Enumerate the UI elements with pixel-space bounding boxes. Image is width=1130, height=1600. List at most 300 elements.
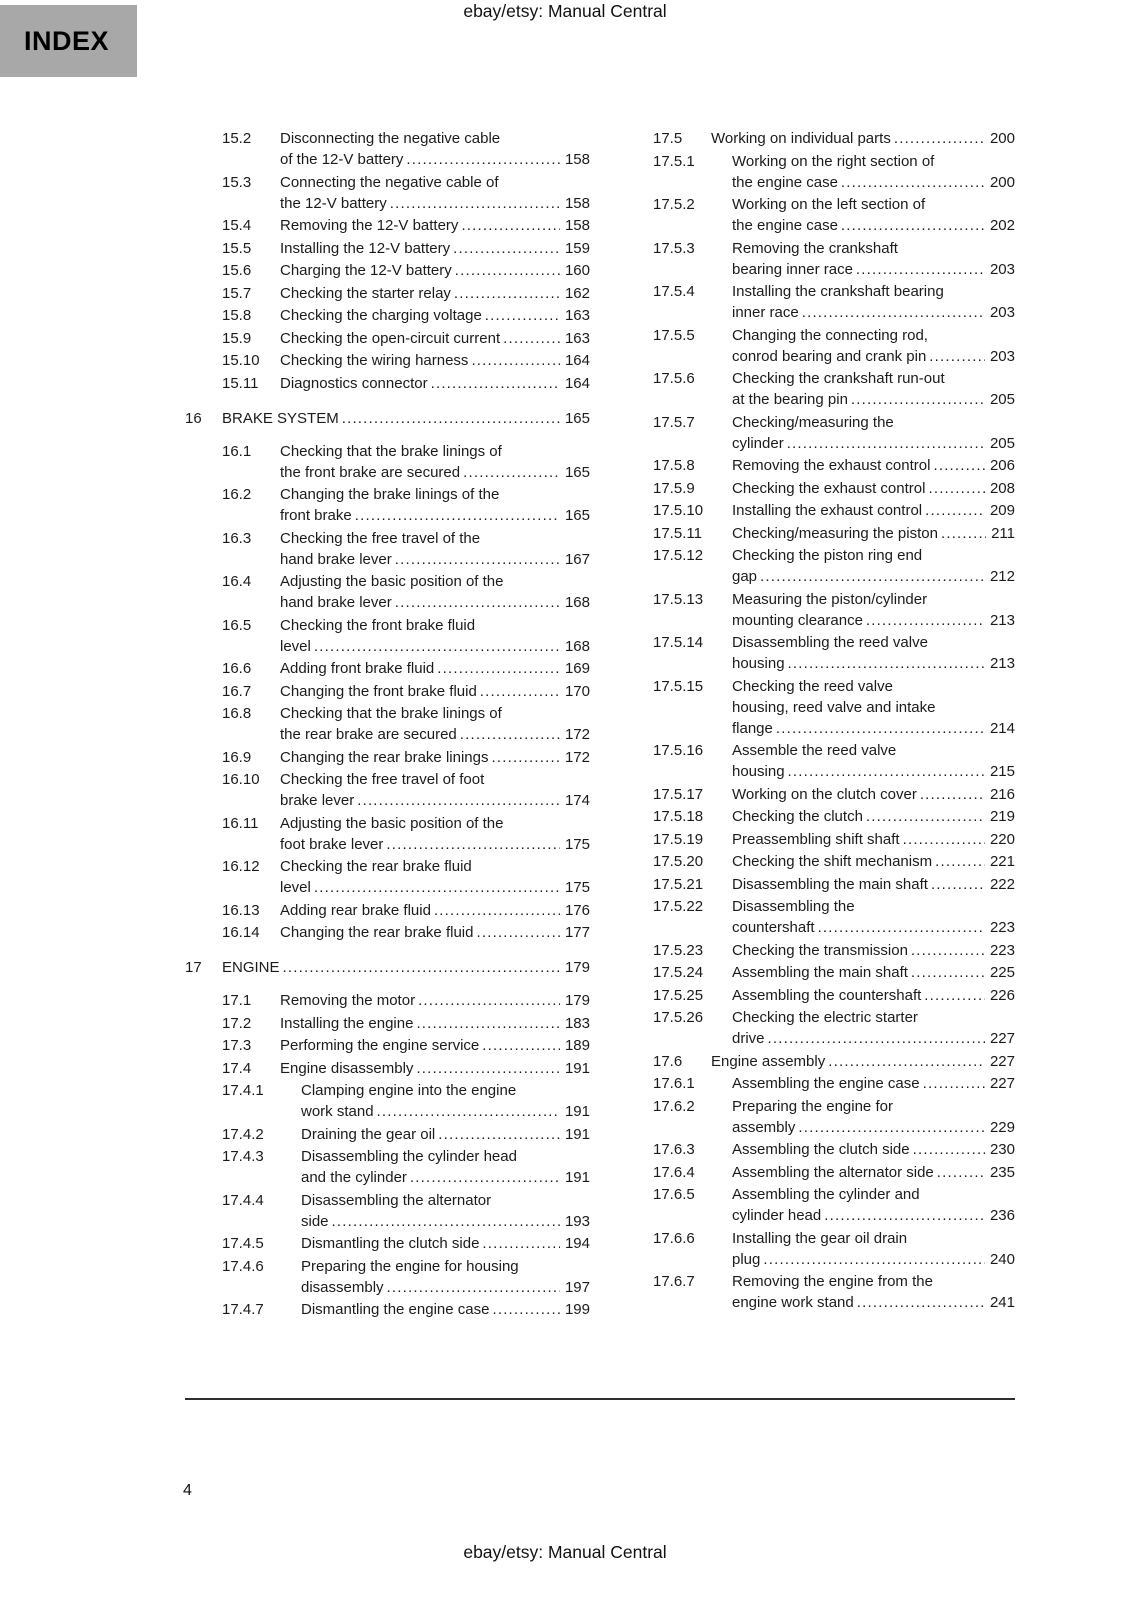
dot-leader <box>342 408 560 429</box>
toc-entry-number: 15.2 <box>222 130 252 147</box>
toc-entry-line-text: Dismantling the engine case <box>301 1301 490 1318</box>
toc-entry-title <box>222 238 590 259</box>
toc-entry-number: 17.4.1 <box>222 1082 264 1099</box>
toc-entry-number: 17.5.16 <box>653 742 704 759</box>
toc-entry-title <box>222 528 590 570</box>
toc-entry-page: 159 <box>564 239 590 257</box>
toc-entry-number: 17.5.5 <box>653 326 695 344</box>
toc-entry-page: 240 <box>989 1250 1015 1268</box>
dot-leader <box>386 834 560 855</box>
toc-entry-page: 197 <box>564 1278 590 1296</box>
dot-leader <box>818 917 985 938</box>
dot-leader <box>913 1139 985 1160</box>
toc-entry <box>222 681 590 702</box>
toc-entry-line: Disassembling the cylinder head <box>301 1148 517 1165</box>
toc-entry-line: Working on the left section of <box>732 196 926 213</box>
toc-entry-page: 164 <box>564 352 590 369</box>
toc-entry-line <box>732 874 1015 895</box>
toc-entry-page: 164 <box>564 374 590 392</box>
toc-entry-line-text: Removing the motor <box>280 992 416 1009</box>
dot-leader <box>866 610 985 631</box>
toc-entry-number: 17.5.26 <box>653 1009 704 1026</box>
toc-entry <box>653 962 1015 983</box>
dot-leader <box>390 193 560 214</box>
dot-leader <box>395 549 560 570</box>
toc-entry-line-text: at the bearing pin <box>732 391 848 408</box>
toc-entry-line: Adjusting the basic position of the <box>280 814 504 832</box>
toc-entry <box>222 1013 590 1034</box>
toc-entry-title <box>222 856 590 898</box>
toc-entry-line <box>280 149 590 170</box>
toc-entry-title <box>185 408 590 429</box>
toc-entry-number: 17.5.17 <box>653 785 704 803</box>
toc-entry <box>222 1256 590 1298</box>
toc-entry-title <box>653 455 1015 476</box>
toc-entry-title <box>222 1124 590 1145</box>
toc-entry-line-text: Engine assembly <box>711 1052 826 1070</box>
toc-entry-title <box>222 703 590 745</box>
toc-entry <box>653 1007 1015 1049</box>
toc-entry-number: 15.9 <box>222 329 252 347</box>
toc-entry-line <box>280 1058 590 1079</box>
toc-entry-title <box>653 1096 1015 1138</box>
toc-entry-line-text: Draining the gear oil <box>301 1125 436 1143</box>
toc-entry-line <box>732 1292 1015 1313</box>
toc-entry-title <box>653 740 1015 782</box>
toc-entry-line-text: Changing the rear brake linings <box>280 748 489 766</box>
toc-entry-line-text: Adding front brake fluid <box>280 660 435 677</box>
dot-leader <box>463 462 560 483</box>
toc-entry-number: 17.3 <box>222 1037 252 1054</box>
toc-chapter-entry <box>185 408 590 429</box>
toc-entry-page: 168 <box>564 637 590 655</box>
toc-entry-number: 17.5.7 <box>653 413 695 431</box>
toc-entry-number: 16.6 <box>222 660 252 677</box>
dot-leader <box>480 681 560 702</box>
toc-entry-line-text: Engine disassembly <box>280 1059 414 1077</box>
toc-entry-line <box>280 922 590 943</box>
toc-entry-number: 17.5.8 <box>653 457 695 474</box>
toc-entry <box>222 615 590 657</box>
toc-entry-number: 17.6.4 <box>653 1163 695 1181</box>
toc-entry-line: housing, reed valve and intake <box>732 698 936 716</box>
toc-entry-line-text: brake lever <box>280 792 355 809</box>
toc-entry-number: 17.4 <box>222 1059 252 1077</box>
toc-entry-title <box>222 1013 590 1034</box>
toc-entry <box>222 747 590 768</box>
toc-entry-title <box>222 484 590 526</box>
toc-entry-title <box>653 1139 1015 1160</box>
toc-entry-line-text: Checking/measuring the piston <box>732 524 938 542</box>
toc-entry <box>653 545 1015 587</box>
toc-entry-line <box>280 658 590 679</box>
toc-entry-title <box>222 215 590 236</box>
toc-entry-line <box>301 1101 590 1122</box>
toc-entry-page: 219 <box>989 808 1015 825</box>
toc-entry <box>653 1051 1015 1072</box>
dot-leader <box>283 957 560 978</box>
toc-entry-title <box>222 350 590 371</box>
toc-entry-line-text: Working on individual parts <box>711 130 891 147</box>
dot-leader <box>911 940 985 961</box>
dot-leader <box>461 215 560 236</box>
toc-entry-title <box>222 328 590 349</box>
dot-leader <box>491 747 560 768</box>
toc-entry-line-text: Installing the engine <box>280 1014 414 1032</box>
toc-entry-page: 205 <box>989 391 1015 408</box>
toc-entry-number: 17.5.2 <box>653 196 695 213</box>
toc-entry-line <box>732 215 1015 236</box>
toc-entry-title <box>653 589 1015 631</box>
toc-entry-number: 16.11 <box>222 814 259 832</box>
toc-entry-line <box>732 1139 1015 1160</box>
toc-entry-title <box>222 658 590 679</box>
toc-entry-line: Checking that the brake linings of <box>280 705 502 722</box>
toc-entry-line <box>732 500 1015 521</box>
toc-entry-line <box>280 238 590 259</box>
toc-entry-title <box>222 990 590 1011</box>
toc-entry-line: Adjusting the basic position of the <box>280 573 504 590</box>
toc-entry-title <box>222 1256 590 1298</box>
toc-entry <box>222 813 590 855</box>
toc-entry-line <box>732 1205 1015 1226</box>
toc-entry-page: 175 <box>564 879 590 896</box>
toc-entry <box>222 1146 590 1188</box>
dot-leader <box>937 1162 985 1183</box>
dot-leader <box>903 829 985 850</box>
toc-entry-page: 211 <box>991 524 1015 542</box>
toc-entry-number: 15.8 <box>222 307 252 324</box>
toc-entry-page: 168 <box>564 594 590 611</box>
toc-entry-line <box>732 172 1015 193</box>
toc-entry <box>653 676 1015 739</box>
toc-entry-page: 236 <box>989 1207 1015 1224</box>
toc-entry-page: 200 <box>989 130 1015 147</box>
toc-entry-title <box>222 681 590 702</box>
toc-entry-number: 16.2 <box>222 486 252 503</box>
toc-entry-page: 175 <box>564 835 590 853</box>
toc-entry-title <box>653 676 1015 739</box>
dot-leader <box>828 1051 985 1072</box>
toc-entry-line <box>732 478 1015 499</box>
toc-entry-line <box>301 1124 590 1145</box>
toc-entry <box>653 412 1015 454</box>
toc-entry-page: 213 <box>989 611 1015 629</box>
toc-entry-page: 222 <box>989 875 1015 893</box>
dot-leader <box>438 1124 560 1145</box>
toc-entry-line-text: countershaft <box>732 919 815 936</box>
toc-entry-number: 17.4.2 <box>222 1125 264 1143</box>
toc-entry-page: 191 <box>564 1125 590 1143</box>
toc-entry <box>222 373 590 394</box>
toc-entry-line: Checking the rear brake fluid <box>280 858 472 875</box>
dot-leader <box>434 900 560 921</box>
toc-entry-line: Preparing the engine for housing <box>301 1257 519 1275</box>
toc-entry <box>222 283 590 304</box>
toc-entry-line <box>732 433 1015 454</box>
toc-entry-number: 17.5.13 <box>653 590 704 608</box>
toc-entry-line-text: side <box>301 1212 329 1230</box>
toc-entry-line-text: Checking the exhaust control <box>732 479 926 497</box>
toc-entry <box>653 851 1015 872</box>
dot-leader <box>924 985 985 1006</box>
toc-entry-line-text: level <box>280 637 311 655</box>
toc-entry-number: 17.5.12 <box>653 547 704 564</box>
toc-entry-number: 17.5.14 <box>653 634 704 651</box>
toc-entry-title <box>653 1051 1015 1072</box>
toc-entry-title <box>653 151 1015 193</box>
toc-entry-number: 17.4.4 <box>222 1191 264 1209</box>
dot-leader <box>841 172 985 193</box>
toc-entry <box>653 874 1015 895</box>
toc-entry-line-text: engine work stand <box>732 1294 854 1311</box>
toc-entry-line-text: drive <box>732 1030 765 1047</box>
toc-entry-line-text: Changing the rear brake fluid <box>280 924 474 941</box>
toc-entry-number: 17.5.22 <box>653 898 704 915</box>
toc-entry-line <box>732 917 1015 938</box>
toc-entry-number: 16.5 <box>222 616 252 634</box>
toc-entry-page: 183 <box>564 1014 590 1032</box>
dot-leader <box>476 922 560 943</box>
toc-entry-page: 208 <box>989 479 1015 497</box>
toc-entry-page: 165 <box>564 409 590 427</box>
toc-entry-line-text: housing <box>732 763 785 780</box>
toc-entry-page: 203 <box>989 347 1015 365</box>
toc-entry-line-text: Installing the 12-V battery <box>280 239 451 257</box>
toc-entry-line <box>280 462 590 483</box>
toc-entry <box>222 571 590 613</box>
toc-entry-page: 200 <box>989 173 1015 191</box>
toc-entry-page: 230 <box>989 1141 1015 1158</box>
toc-entry-line <box>732 302 1015 323</box>
toc-entry-number: 15.11 <box>222 374 259 392</box>
toc-entry-title <box>222 172 590 214</box>
dot-leader <box>894 128 985 149</box>
toc-entry-line-text: plug <box>732 1250 761 1268</box>
toc-entry-page: 191 <box>564 1059 590 1077</box>
toc-entry-line <box>301 1167 590 1188</box>
toc-entry-line <box>732 940 1015 961</box>
toc-entry-line <box>280 350 590 371</box>
dot-leader <box>923 1073 985 1094</box>
toc-entry-title <box>222 615 590 657</box>
toc-entry-line <box>732 523 1015 544</box>
toc-entry-line <box>280 747 590 768</box>
toc-entry-page: 158 <box>564 151 590 168</box>
toc-entry <box>653 128 1015 149</box>
toc-entry-number: 17.6.7 <box>653 1273 695 1290</box>
dot-leader <box>406 149 560 170</box>
toc-entry-line-text: bearing inner race <box>732 260 853 278</box>
toc-entry-number: 15.5 <box>222 239 252 257</box>
toc-entry-line-text: of the 12-V battery <box>280 151 404 168</box>
toc-entry-number: 17.5.9 <box>653 479 695 497</box>
toc-entry-title <box>653 1073 1015 1094</box>
toc-entry-line: Changing the connecting rod, <box>732 326 928 344</box>
toc-entry-page: 174 <box>564 792 590 809</box>
toc-entry-line: Checking the reed valve <box>732 677 893 695</box>
toc-entry <box>222 1233 590 1254</box>
toc-entry-number: 15.10 <box>222 352 260 369</box>
toc-entry-title <box>653 238 1015 280</box>
toc-entry-page: 235 <box>989 1163 1015 1181</box>
page-number: 4 <box>183 1482 192 1499</box>
toc-entry-line-text: the front brake are secured <box>280 463 461 481</box>
toc-entry-line: Changing the brake linings of the <box>280 486 500 503</box>
toc-entry-title <box>653 851 1015 872</box>
dot-leader <box>418 990 560 1011</box>
toc-entry <box>222 128 590 170</box>
toc-entry-number: 16.7 <box>222 682 252 700</box>
toc-entry-line-text: Performing the engine service <box>280 1037 480 1054</box>
toc-entry-line: Checking the free travel of foot <box>280 771 485 788</box>
toc-entry-line <box>732 806 1015 827</box>
toc-entry-line-text: Working on the clutch cover <box>732 785 917 803</box>
toc-entry-line <box>732 653 1015 674</box>
dot-leader <box>787 433 985 454</box>
toc-entry-line-text: Disassembling the main shaft <box>732 875 928 893</box>
toc-entry-page: 169 <box>564 660 590 677</box>
toc-entry-line <box>280 990 590 1011</box>
toc-entry <box>222 528 590 570</box>
toc-entry-title <box>653 1184 1015 1226</box>
toc-entry-line <box>732 1073 1015 1094</box>
toc-entry-title <box>222 283 590 304</box>
toc-entry-page: 205 <box>989 434 1015 452</box>
toc-entry-line <box>280 790 590 811</box>
toc-entry-line <box>732 962 1015 983</box>
toc-entry-title <box>653 368 1015 410</box>
toc-entry-line: Removing the engine from the <box>732 1273 933 1290</box>
toc-entry-line-text: Charging the 12-V battery <box>280 262 452 279</box>
toc-entry <box>653 1139 1015 1160</box>
toc-entry-line: Installing the gear oil drain <box>732 1229 908 1247</box>
toc-entry-page: 158 <box>564 217 590 234</box>
index-label: INDEX <box>24 25 110 56</box>
toc-entry <box>653 455 1015 476</box>
toc-entry-title <box>653 896 1015 938</box>
toc-entry-page: 172 <box>564 748 590 766</box>
toc-entry-line-text: cylinder <box>732 434 784 452</box>
toc-entry <box>222 350 590 371</box>
dot-leader <box>933 455 985 476</box>
toc-entry-title <box>653 545 1015 587</box>
toc-entry-title <box>653 962 1015 983</box>
toc-entry-title <box>653 784 1015 805</box>
toc-entry-number: 17.6.6 <box>653 1229 695 1247</box>
toc-entry <box>653 523 1015 544</box>
toc-entry-page: 202 <box>989 217 1015 234</box>
toc-left-column <box>185 128 590 1322</box>
toc-entry-page: 189 <box>564 1037 590 1054</box>
toc-entry-line <box>732 455 1015 476</box>
toc-entry <box>222 658 590 679</box>
toc-entry-line <box>732 851 1015 872</box>
toc-entry <box>222 703 590 745</box>
toc-entry-line: Checking the front brake fluid <box>280 616 476 634</box>
toc-entry <box>653 985 1015 1006</box>
toc-entry-line: Checking the crankshaft run-out <box>732 370 945 387</box>
toc-entry-number: 16 <box>185 409 202 427</box>
toc-entry-line: Checking the electric starter <box>732 1009 918 1026</box>
dot-leader <box>332 1211 560 1232</box>
toc-entry-number: 15.4 <box>222 217 252 234</box>
toc-entry-title <box>222 373 590 394</box>
toc-entry-line <box>280 1013 590 1034</box>
toc-entry <box>653 632 1015 674</box>
toc-entry-line: Connecting the negative cable of <box>280 173 499 191</box>
toc-entry-number: 16.10 <box>222 771 260 788</box>
toc-entry-line <box>280 260 590 281</box>
toc-entry-line: Disconnecting the negative cable <box>280 130 501 147</box>
dot-leader <box>941 523 986 544</box>
toc-entry-line: Disassembling the reed valve <box>732 634 928 651</box>
toc-entry-page: 203 <box>989 304 1015 321</box>
toc-entry-line <box>280 834 590 855</box>
toc-entry-line <box>301 1211 590 1232</box>
toc-entry-number: 15.6 <box>222 262 252 279</box>
toc-entry-line: Assemble the reed valve <box>732 742 897 759</box>
toc-entry-title <box>653 325 1015 367</box>
toc-entry-title <box>653 412 1015 454</box>
toc-entry <box>653 500 1015 521</box>
toc-entry-line <box>732 761 1015 782</box>
toc-entry-line-text: Preassembling shift shaft <box>732 830 900 848</box>
toc-entry-line-text: and the cylinder <box>301 1169 407 1186</box>
toc-entry-line <box>732 1249 1015 1270</box>
toc-entry-title <box>653 1271 1015 1313</box>
dot-leader <box>410 1167 560 1188</box>
toc-entry-line <box>222 957 590 978</box>
toc-entry-page: 221 <box>989 853 1015 870</box>
toc-entry-line-text: level <box>280 879 311 896</box>
dot-leader <box>492 1299 560 1320</box>
toc-entry-line-text: Diagnostics connector <box>280 374 428 392</box>
toc-entry-page: 179 <box>564 959 590 976</box>
toc-entry-line: Assembling the cylinder and <box>732 1186 920 1203</box>
toc-entry-title <box>222 813 590 855</box>
toc-entry <box>222 769 590 811</box>
toc-entry-line-text: the engine case <box>732 173 838 191</box>
toc-entry-page: 158 <box>564 194 590 212</box>
toc-entry <box>222 238 590 259</box>
footer-divider <box>185 1398 1015 1400</box>
toc-entry-line-text: Checking the shift mechanism <box>732 853 933 870</box>
toc-entry <box>222 441 590 483</box>
toc-entry <box>222 1058 590 1079</box>
dot-leader <box>431 373 560 394</box>
toc-entry-page: 176 <box>564 901 590 919</box>
toc-entry-page: 203 <box>989 260 1015 278</box>
toc-entry-title <box>653 874 1015 895</box>
toc-entry-line-text: mounting clearance <box>732 611 863 629</box>
toc-entry-title <box>653 523 1015 544</box>
toc-entry-line-text: Checking the open-circuit current <box>280 329 501 347</box>
toc-entry-number: 17.6 <box>653 1052 683 1070</box>
toc-entry-title <box>653 281 1015 323</box>
toc-entry-line: Installing the crankshaft bearing <box>732 283 944 300</box>
toc-entry-number: 17.5.11 <box>653 524 702 542</box>
toc-entry-title <box>653 1007 1015 1049</box>
toc-entry <box>653 478 1015 499</box>
toc-entry-title <box>653 985 1015 1006</box>
dot-leader <box>802 302 985 323</box>
toc-entry-title <box>222 1058 590 1079</box>
toc-entry-line-text: Checking the clutch <box>732 808 863 825</box>
toc-entry-page: 209 <box>989 502 1015 519</box>
index-box <box>0 5 137 77</box>
toc-entry-title <box>222 1299 590 1320</box>
